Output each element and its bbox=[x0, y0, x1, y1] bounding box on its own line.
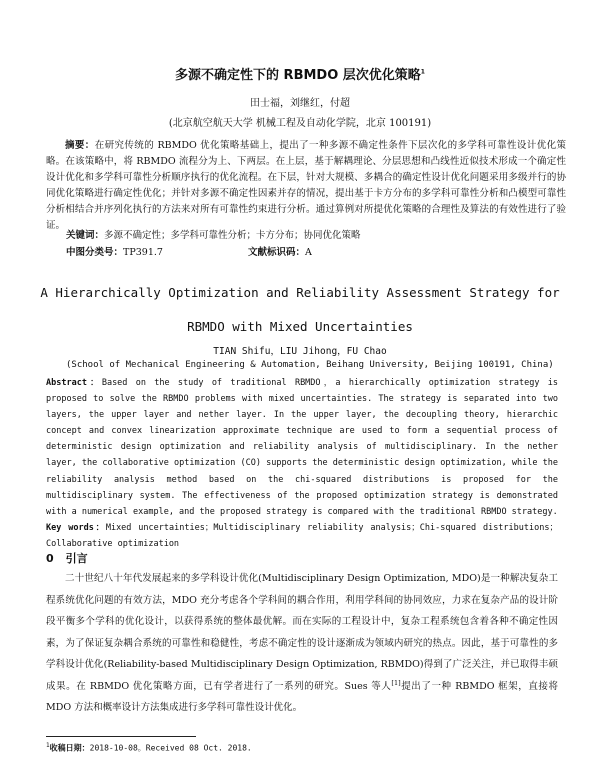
english-authors: TIAN Shifu，LIU Jihong，FU Chao bbox=[213, 346, 387, 357]
footnote bbox=[46, 742, 252, 754]
chinese-keywords bbox=[66, 228, 566, 244]
document-id-value: A bbox=[305, 247, 312, 258]
chinese-title-text: 多源不确定性下的 RBMDO 层次优化策略 bbox=[175, 68, 421, 83]
footnote-label: 收稿日期： bbox=[49, 743, 90, 753]
citation-ref[interactable]: [1] bbox=[391, 678, 401, 687]
intro-paragraph bbox=[46, 568, 558, 719]
chinese-abstract bbox=[46, 138, 566, 234]
footnote-mark: 1 bbox=[46, 742, 50, 749]
section-number: 0 bbox=[46, 552, 54, 565]
class-number-value: TP391.7 bbox=[123, 247, 163, 258]
chinese-affiliation: (北京航空航天大学 机械工程及自动化学院，北京 100191) bbox=[168, 118, 432, 129]
chinese-abstract-text: 在研究传统的 RBMDO 优化策略基础上，提出了一种多源不确定性条件下层次化的多学科可靠性设计优化策略。在该策略中，将 RBMDO 流程分为上、下两层。在上层，基于解耦理论、分层思想和凸线性近似技术形成一个确定性设计优化和多学科可靠性分析顺序执行的优化流程。在下层，针对大规模、多耦合的确定性设计优化问题采用多级并行的协同优化策略进行确定性优化；并针对多源不确定性因素并存的情况，提出基于卡方分布的多学科可靠性分析和凸模型可靠性分析相结合并序列化执行的方法来对所有可靠性约束进行分析。通过算例对所提优化策略的合理性及算法的有效性进行了验证。 bbox=[46, 140, 566, 231]
chinese-abstract-label: 摘要： bbox=[65, 140, 95, 151]
title-footnote-mark: 1 bbox=[420, 68, 425, 76]
english-keywords bbox=[46, 520, 558, 552]
footnote-divider bbox=[46, 736, 196, 737]
section-title: 引言 bbox=[65, 552, 88, 565]
classification-row bbox=[66, 245, 566, 261]
intro-text-part1: 二十世纪八十年代发展起来的多学科设计优化(Multidisciplinary Design Optimization, MDO)是一种解决复杂工程系统优化问题的有效方法，MDO 充分考虑各个学科间的耦合作用，利用学科间的协同效应，力求在复杂产品的设计阶段平衡多个学科的优化设计，以获得系统的整体最优解。而在实际的工程设计中，复杂工程系统包含着各种不确定性因素，为了保证复杂耦合系统的可靠性和稳健性，考虑不确定性的设计逐渐成为领域内研究的热点。因此，基于可靠性的多学科设计优化(Reliability-based Multidisciplinary Design Optimization, RBMDO)得到了广泛关注，并已取得丰硕成果。在 RBMDO 优化策略方面，已有学者进行了一系列的研究。Sues 等人 bbox=[46, 573, 558, 692]
document-id bbox=[248, 245, 312, 261]
footnote-text: 2018-10-08。Received 08 Oct. 2018. bbox=[89, 743, 252, 753]
class-number-label: 中图分类号： bbox=[66, 247, 124, 258]
chinese-keywords-label: 关键词： bbox=[66, 230, 105, 241]
chinese-title bbox=[0, 64, 600, 83]
chinese-keywords-text: 多源不确定性；多学科可靠性分析；卡方分布；协同优化策略 bbox=[104, 230, 361, 241]
english-keywords-text: Mixed uncertainties；Multidisciplinary reliability analysis；Chi-squared distributions；Collaborative optimization bbox=[46, 523, 558, 549]
chinese-authors: 田士福，刘继红，付超 bbox=[250, 98, 350, 109]
english-abstract-text: Based on the study of traditional RBMDO，a hierarchically optimization strategy is proposed to solve the RBMDO problems with mixed uncertainties. The strategy is separated into two layers, the upper layer and nether layer. In the upper layer, the decoupling theory, hierarchic concept and convex linearization approximate technique are used to form a sequential process of deterministic design optimization and reliability analysis of multidisciplinary. In the nether layer, the collaborative optimization (CO) supports the deterministic design optimization, while the reliability analysis method based on the chi-squared distributions is proposed for the multidisciplinary system. The effectiveness of the proposed optimization strategy is demonstrated with a numerical example, and the proposed strategy is compared with the traditional RBMDO strategy. bbox=[46, 378, 558, 517]
english-title: A Hierarchically Optimization and Reliability Assessment Strategy for RBMDO with Mixed Uncertainties bbox=[40, 285, 560, 334]
intro-text-part2: 提出了一种 RBMDO 框架，直接将 MDO 方法和概率设计方法集成进行多学科可靠性设计优化。 bbox=[46, 680, 558, 713]
english-affiliation: (School of Mechanical Engineering & Automation, Beihang University, Beijing 100191, China) bbox=[66, 360, 554, 370]
section-heading bbox=[46, 550, 88, 566]
english-keywords-label: Key words： bbox=[46, 523, 106, 533]
document-id-label: 文献标识码： bbox=[248, 247, 306, 258]
english-abstract-label: Abstract： bbox=[46, 378, 102, 388]
english-abstract bbox=[46, 375, 558, 520]
